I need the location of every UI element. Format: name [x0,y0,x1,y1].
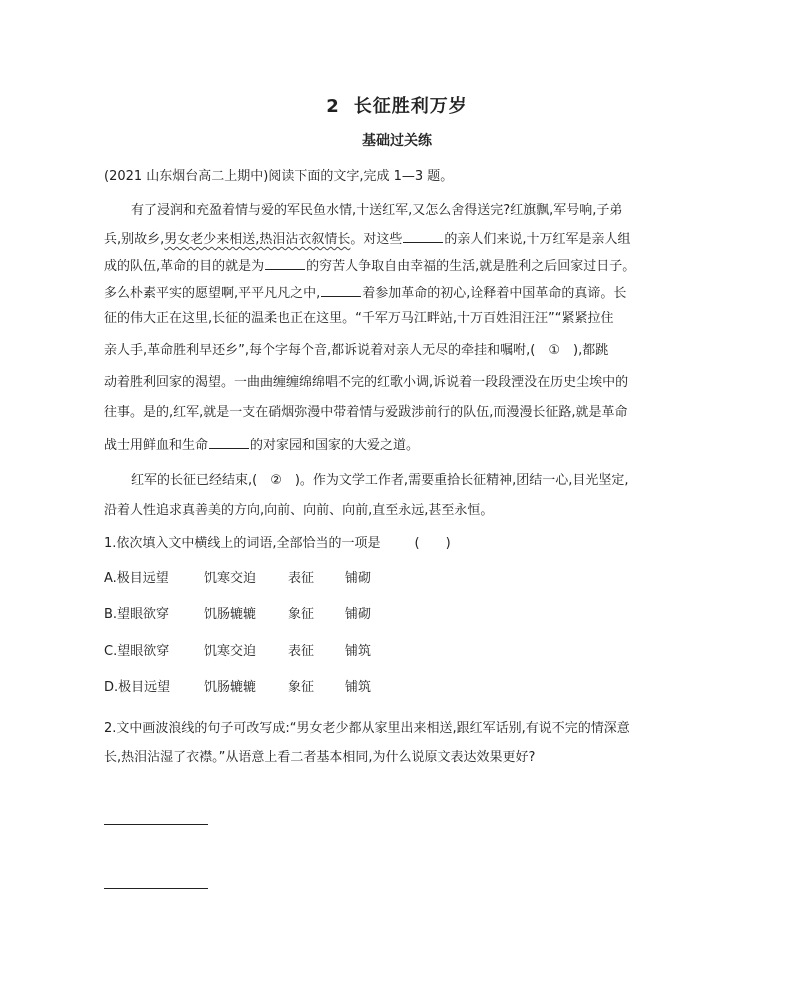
question-2-line1: 2.文中画波浪线的句子可改写成:“男女老少都从家里出来相送,跟红军话别,有说不完的情深意 [104,721,630,736]
fill-blank-2[interactable] [265,255,305,270]
para1-line9: 战士用鲜血和生命 的对家园和国家的大爱之道。 [104,434,419,456]
question-2-line2: 长,热泪沾湿了衣襟。”从语意上看二者基本相同,为什么说原文表达效果更好? [104,750,536,765]
answer-line-1[interactable] [104,824,208,825]
lesson-number: 2 [326,96,340,117]
fill-blank-4[interactable] [209,434,249,449]
lesson-title-text: 长征胜利万岁 [353,96,468,117]
source-line: (2021 山东烟台高二上期中)阅读下面的文字,完成 1—3 题。 [104,169,454,184]
document-page: 2 长征胜利万岁 基础过关练 (2021 山东烟台高二上期中)阅读下面的文字,完成 1—3 题。 有了浸润和充盈着情与爱的军民鱼水情,十送红军,又怎么舍得送完?红旗飘,军号响,子弟 兵,别故乡,男女老少来相送,热泪沾衣叙情长。对这些 的亲人们来说,十万红军是亲人组 成的队伍,革命的目的就是为 的穷苦人争取自由幸福的生活,就是胜利之后回家过日子。 多么朴素平实的愿望啊,平平凡凡之中, 着参加革命的初心,诠释着中国革命的真谛。长 征的伟大正在这里,长征的温柔也正在这里。“千军万马江畔站,十万百姓泪汪汪”“紧紧拉住 亲人手,革命胜利早还乡”,每个字每个音,都诉说着对亲人无尽的牵挂和嘱咐,( ① ),都跳 动着胜利回家的渴望。一曲曲缠缠绵绵唱不完的红歌小调,诉说着一段段湮没在历史尘埃中的 往事。是的,红军,就是一支在硝烟弥漫中带着情与爱跋涉前行的队伍,而漫漫长征路,就是革命 战士用鲜血和生命 的对家园和国家的大爱之道。 红军的长征已经结束,( ② )。作为文学工作者,需要重拾长征精神,团结一心,目光坚定, 沿着人性追求真善美的方向,向前、向前、向前,直至永远,甚至永恒。 1.依次填入文中横线上的词语,全部恰当的一项是 ( ) A.极目远望 饥寒交迫 表征 铺砌 B.望眼欲穿 饥肠辘辘 象征 铺砌 C.望眼欲穿 饥寒交迫 表征 铺筑 D.极目远望 饥肠辘辘 象征 铺筑 2.文中画波浪线的句子可改写成:“男女老少都从家里出来相送,跟红军话别,有说不完的情深意 长,热泪沾湿了衣襟。”从语意上看二者基本相同,为什么说原文表达效果更好? [0,0,794,1008]
answer-line-2[interactable] [104,888,208,889]
lesson-title [0,92,794,118]
para1-line8: 往事。是的,红军,就是一支在硝烟弥漫中带着情与爱跋涉前行的队伍,而漫漫长征路,就是革命 [104,405,628,420]
para2-line1: 红军的长征已经结束,( ② )。作为文学工作者,需要重拾长征精神,团结一心,目光坚定, [131,473,629,488]
section-subtitle: 基础过关练 [362,133,432,149]
para1-line5: 征的伟大正在这里,长征的温柔也正在这里。“千军万马江畔站,十万百姓泪汪汪”“紧紧拉住 [104,311,614,326]
para1-line3: 成的队伍,革命的目的就是为 的穷苦人争取自由幸福的生活,就是胜利之后回家过日子。 [104,255,635,277]
para1-line4: 多么朴素平实的愿望啊,平平凡凡之中, 着参加革命的初心,诠释着中国革命的真谛。长 [104,282,626,304]
fill-blank-1[interactable] [403,228,443,243]
question-1-stem: 1.依次填入文中横线上的词语,全部恰当的一项是 ( ) [104,536,451,551]
para1-line2: 兵,别故乡,男女老少来相送,热泪沾衣叙情长。对这些 的亲人们来说,十万红军是亲人组 [104,228,631,250]
fill-blank-3[interactable] [321,282,361,297]
para1-line6: 亲人手,革命胜利早还乡”,每个字每个音,都诉说着对亲人无尽的牵挂和嘱咐,( ① ),都跳 [104,343,609,358]
para1-line1: 有了浸润和充盈着情与爱的军民鱼水情,十送红军,又怎么舍得送完?红旗飘,军号响,子弟 [131,203,623,218]
para1-line7: 动着胜利回家的渴望。一曲曲缠缠绵绵唱不完的红歌小调,诉说着一段段湮没在历史尘埃中的 [104,375,629,390]
wavy-underlined-sentence: 男女老少来相送,热泪沾衣叙情长 [164,232,351,247]
para2-line2: 沿着人性追求真善美的方向,向前、向前、向前,直至永远,甚至永恒。 [104,503,494,518]
answer-parentheses: ( ) [414,536,451,551]
